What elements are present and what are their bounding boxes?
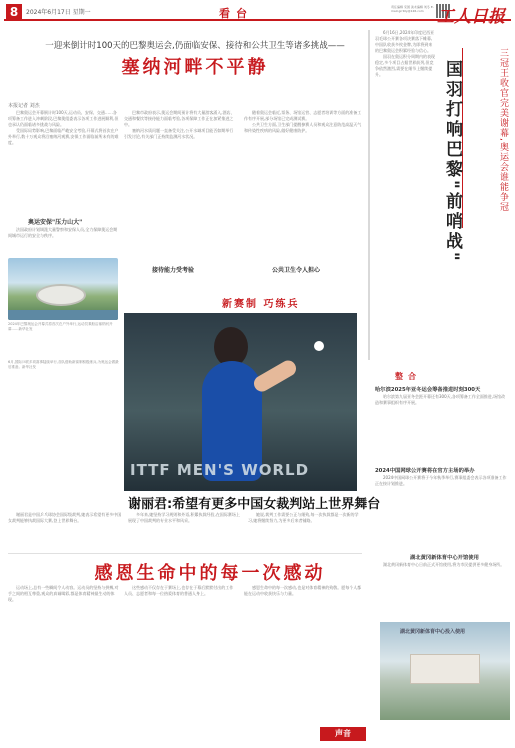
referee-headline: 谢丽君:希望有更多中国女裁判站上世界舞台 xyxy=(128,497,381,512)
photo-banner-text: ITTF MEN'S WORLD xyxy=(130,461,310,479)
subhead-public-health: 公共卫生令人担心 xyxy=(272,267,321,274)
photo-badge: 新赛制 巧练兵 xyxy=(222,299,300,310)
voice-label: 声音 xyxy=(320,727,366,741)
stadium-photo-caption: 2024年巴黎奥运会开幕式将首次在户外举行,运动员乘船沿塞纳河开幕……新华社发 xyxy=(8,322,113,331)
table-tennis-photo xyxy=(124,313,357,491)
right-column-text: 6月16日,2024年印度尼西亚羽毛球公开赛各项决赛落下帷幕,中国队收获多枚金牌,为即将到来的巴黎奥运会积累经验与信心。 国羽在奥运积分周期内的表现稳定,多个项目占据世界前列,但竞争依然激烈,需要在细节上继续提升。 xyxy=(375,30,435,77)
briefs-section-title: 整合 xyxy=(395,372,421,381)
referee-column-3: 她说,裁判工作需要公正与细致,每一次执裁都是一次新的学习,她将继续努力,为更多后来者铺路。 xyxy=(248,512,359,523)
column-separator xyxy=(368,30,370,360)
subhead-security: 奥运安保"压力山大" xyxy=(28,219,83,226)
feature-headline: 国羽打响巴黎"前哨战" xyxy=(442,60,462,264)
masthead-logo: 工人日报 xyxy=(437,7,505,27)
article-column-1b: 法国政府计划调派大量警察和安保人员,全力保障奥运会期间城市运行的安全与秩序。 xyxy=(8,227,118,238)
brief-body-2: 2024中国网球公开赛将于今年秋季举行,赛事组委会表示各项准备工作正在按计划推进。 xyxy=(375,475,507,486)
stadium-photo xyxy=(8,258,118,320)
bottom-headline: 感恩生命中的每一次感动 xyxy=(94,563,326,584)
subhead-reception: 接待能力受考验 xyxy=(152,267,195,274)
feature-kicker: 三冠王收官完美谢幕,奥运会谁能争冠 xyxy=(498,48,508,212)
section-divider xyxy=(8,553,362,554)
photo-feature-caption: 6月,国际乒联多项赛事陆续举行,各队借助新赛制积极练兵,为奥运会做最后准备。新华社发 xyxy=(8,360,119,369)
brief-title-1: 哈尔滨2025年亚冬运会筹备推进时刻300天 xyxy=(375,387,481,393)
stadium-aerial-photo xyxy=(380,622,510,720)
brief-body-1: 哈尔滨第九届亚冬会距开幕还有300天,各项筹备工作全面推进,场馆改造和赛事组织有序开展。 xyxy=(375,394,506,405)
bottom-photo-title: 湖北黄冈新体育中心投入使用 xyxy=(400,629,466,635)
brief-title-3: 湖北黄冈新体育中心开馆使用 xyxy=(410,555,479,561)
brief-title-2: 2024中国网球公开赛将在官方主场的举办 xyxy=(375,468,475,474)
article-byline: 本报记者 刘杰 xyxy=(8,103,40,109)
referee-column-1: 谢丽君是中国乒乓球协会国际级裁判,她表示希望有更多中国女裁判能够执裁国际大赛,登上世界舞台。 xyxy=(8,512,122,523)
editor-meta: 责任编辑 宋国 美术编辑 刘冬 E-mail:grrbty@126.com xyxy=(391,5,434,13)
article-headline: 塞纳河畔不平静 xyxy=(121,57,269,78)
page-header xyxy=(4,3,511,27)
issue-date: 2024年6月17日 星期一 xyxy=(26,9,91,16)
referee-column-2: 多年来,她坚持学习规则和外语,积累执裁经验,在国际赛场上展现了中国裁判的专业水平和风采。 xyxy=(128,512,240,523)
article-column-3: 随着奥运会临近,票务、场馆运营、志愿者培训等方面的准备工作有序开展,部分场馆已完成测试赛。 公共卫生方面,卫生部门提醒参赛人员和观众注意防范高温天气和传染性疾病的风险,做好健康防护。 xyxy=(244,110,362,133)
article-subtitle: 一迎来倒计时100天的巴黎奥运会,仍面临安保、接待和公共卫生等诸多挑战—— xyxy=(45,41,345,51)
section-name: 看台 xyxy=(219,7,253,20)
article-column-2: 巴黎市政府表示,奥运会期间预计将有大量游客涌入,酒店、交通和餐饮等接待能力面临考验,各项保障工作正在加紧推进之中。 塞纳河水质问题一直备受关注,公开水域项目能否如期举行引发讨论,有关部门正持续监测河水状况。 xyxy=(124,110,235,139)
page-number: 8 xyxy=(6,4,22,20)
bottom-column-3: 感恩生命中的每一次感动,也是对体育精神的致敬。愿每个人都能在运动中收获快乐与力量。 xyxy=(244,585,362,596)
bottom-column-2: 这些感动不仅存在于赛场上,也存在于幕后默默付出的工作人员、志愿者和每一位热爱体育的普通人身上。 xyxy=(124,585,234,596)
bottom-column-1: 运动场上,总有一些瞬间令人动容。运动员的坚持与拼搏,对手之间的相互尊重,观众的真诚喝彩,都是体育精神最生动的体现。 xyxy=(8,585,119,602)
brief-body-3: 湖北黄冈新体育中心日前正式开馆使用,将为市民提供更多健身场所。 xyxy=(383,562,505,567)
article-column-1: 巴黎奥运会开幕倒计时100天,运动员、安保、交通……各项筹备工作进入冲刺阶段,巴黎奥组委表示各项工作进展顺利,但也承认仍面临诸多挑战与风险。 受国际局势影响,巴黎面临严峻安全考验,开幕式将首次在户外举行,数十万观众将沿塞纳河观赛,安保工作面临前所未有的难度。 xyxy=(8,110,119,145)
